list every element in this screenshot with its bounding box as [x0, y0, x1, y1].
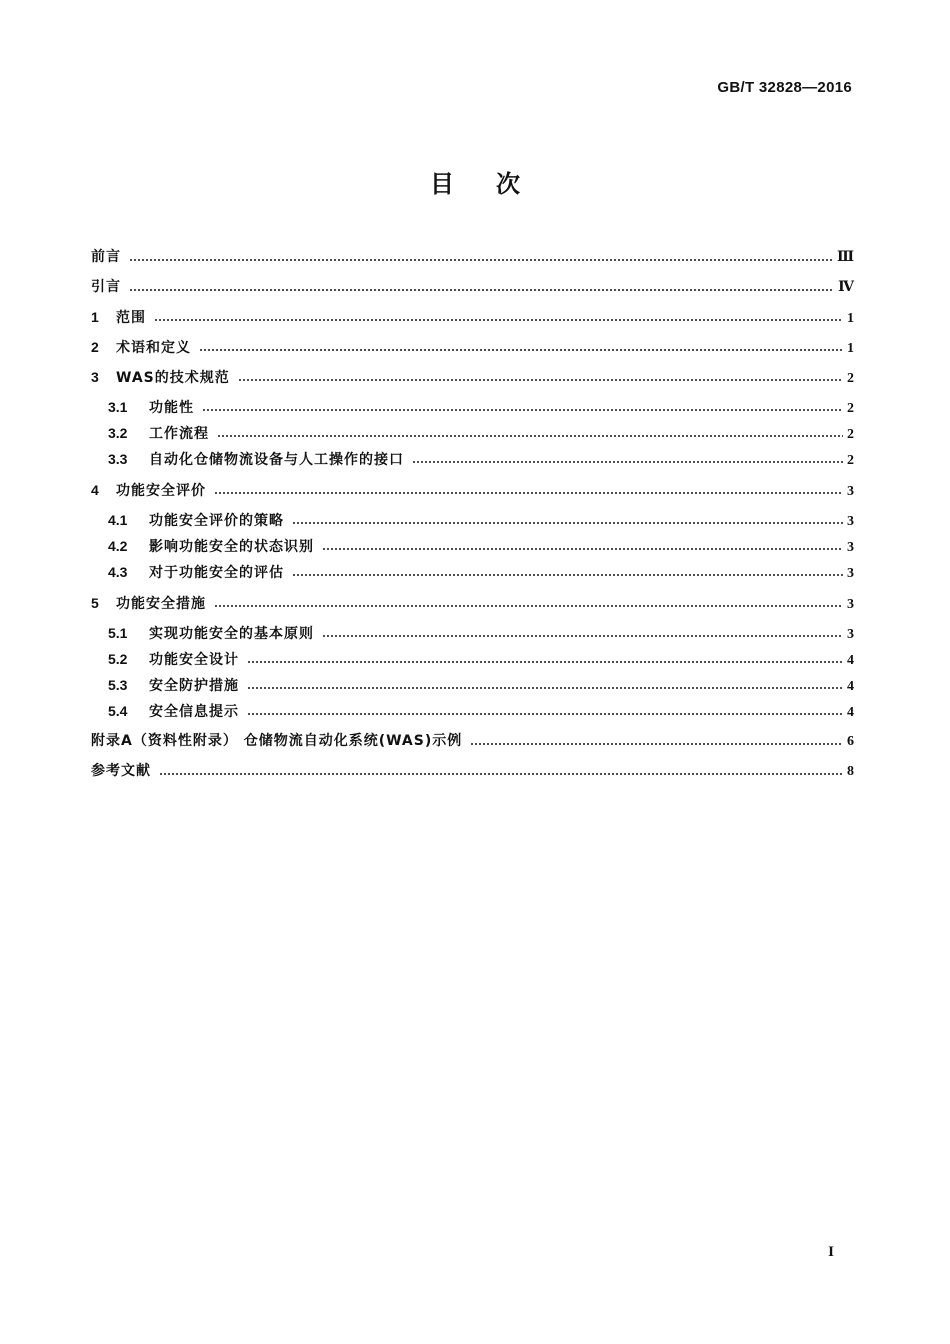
- toc-entry-page: 3: [847, 597, 854, 612]
- toc-entry-page: 3: [847, 566, 854, 581]
- toc-entry-label: 功能安全措施: [116, 596, 206, 612]
- toc-entry-label: 对于功能安全的评估: [149, 565, 284, 581]
- toc-entry-label: 前言: [91, 249, 121, 265]
- toc-entry-4-2[interactable]: [108, 535, 854, 557]
- toc-entry-label: 功能安全评价: [116, 483, 206, 499]
- toc-entry-page: 4: [847, 705, 854, 720]
- toc-entry-number: 5.3: [108, 677, 128, 693]
- toc-entry-4-3[interactable]: [108, 561, 854, 583]
- toc-entry-label: 影响功能安全的状态识别: [149, 539, 314, 555]
- toc-entry-1[interactable]: [91, 306, 854, 328]
- toc-entry-page: 4: [847, 679, 854, 694]
- toc-entry-3-1[interactable]: [108, 396, 854, 418]
- toc-entry-2[interactable]: [91, 336, 854, 358]
- toc-entry-5-3[interactable]: [108, 674, 854, 696]
- toc-entry-foreword[interactable]: [91, 246, 854, 268]
- toc-entry-4[interactable]: [91, 479, 854, 501]
- toc-entry-page: Ⅳ: [838, 280, 854, 295]
- toc-entry-5-1[interactable]: [108, 622, 854, 644]
- toc-entry-5-2[interactable]: [108, 648, 854, 670]
- toc-entry-number: 3.3: [108, 451, 128, 467]
- toc-leader-dots: [322, 635, 843, 637]
- toc-entry-label: 自动化仓储物流设备与人工操作的接口: [149, 452, 404, 468]
- toc-entry-page: 2: [847, 371, 854, 386]
- toc-leader-dots: [214, 605, 843, 607]
- toc-entry-number: 3: [91, 369, 99, 385]
- toc-entry-label: 工作流程: [149, 426, 209, 442]
- toc-entry-label: 附录A（资料性附录） 仓储物流自动化系统(WAS)示例: [91, 733, 463, 749]
- toc-leader-dots: [202, 409, 843, 411]
- toc-entry-label: 安全信息提示: [149, 704, 239, 720]
- toc-entry-number: 3.2: [108, 425, 128, 441]
- toc-entry-page: 8: [847, 764, 854, 779]
- toc-entry-3-3[interactable]: [108, 448, 854, 470]
- toc-entry-label: WAS的技术规范: [116, 370, 230, 386]
- toc-entry-number: 3.1: [108, 399, 128, 415]
- toc-entry-appendix-a[interactable]: [91, 730, 854, 752]
- toc-entry-label: 功能安全设计: [149, 652, 239, 668]
- standard-code: GB/T 32828—2016: [717, 79, 852, 96]
- toc-entry-page: 6: [847, 734, 854, 749]
- toc-entry-number: 1: [91, 309, 99, 325]
- toc-leader-dots: [154, 319, 843, 321]
- toc-leader-dots: [217, 435, 843, 437]
- toc-entry-label: 范围: [116, 310, 146, 326]
- toc-leader-dots: [247, 661, 843, 663]
- toc-entry-label: 参考文献: [91, 763, 151, 779]
- toc-entry-page: 3: [847, 627, 854, 642]
- toc-leader-dots: [214, 492, 843, 494]
- toc-entry-label: 功能安全评价的策略: [149, 513, 284, 529]
- toc-leader-dots: [129, 259, 833, 261]
- toc-entry-number: 5: [91, 595, 99, 611]
- toc-leader-dots: [292, 574, 843, 576]
- toc-entry-label: 术语和定义: [116, 340, 191, 356]
- toc-entry-number: 4.2: [108, 538, 128, 554]
- toc-entry-label: 安全防护措施: [149, 678, 239, 694]
- toc-leader-dots: [247, 713, 843, 715]
- toc-entry-4-1[interactable]: [108, 509, 854, 531]
- toc-leader-dots: [129, 289, 834, 291]
- toc-title-char-1: 目: [430, 170, 454, 198]
- toc-entry-label: 引言: [91, 279, 121, 295]
- toc-title: [0, 164, 950, 199]
- toc-entry-3-2[interactable]: [108, 422, 854, 444]
- toc-entry-page: 3: [847, 540, 854, 555]
- toc-entry-number: 4.3: [108, 564, 128, 580]
- toc-entry-introduction[interactable]: [91, 276, 854, 298]
- toc-entry-number: 5.1: [108, 625, 128, 641]
- toc-entry-5-4[interactable]: [108, 700, 854, 722]
- toc-entry-page: 3: [847, 484, 854, 499]
- toc-entry-page: Ⅲ: [836, 250, 854, 265]
- toc-entry-bibliography[interactable]: [91, 760, 854, 782]
- toc-leader-dots: [247, 687, 843, 689]
- toc-entry-page: 1: [847, 311, 854, 326]
- toc-entry-number: 5.4: [108, 703, 128, 719]
- toc-leader-dots: [199, 349, 843, 351]
- toc-entry-page: 3: [847, 514, 854, 529]
- toc-leader-dots: [412, 461, 843, 463]
- toc-entry-page: 1: [847, 341, 854, 356]
- toc-entry-number: 2: [91, 339, 99, 355]
- toc-entry-5[interactable]: [91, 592, 854, 614]
- toc-leader-dots: [470, 743, 843, 745]
- toc-entry-number: 5.2: [108, 651, 128, 667]
- toc-entry-number: 4.1: [108, 512, 128, 528]
- toc-title-char-2: 次: [496, 170, 520, 198]
- toc-entry-page: 2: [847, 453, 854, 468]
- toc-entry-page: 2: [847, 401, 854, 416]
- toc-entry-number: 4: [91, 482, 99, 498]
- toc-entry-page: 4: [847, 653, 854, 668]
- toc-entry-3[interactable]: [91, 366, 854, 388]
- toc-leader-dots: [292, 522, 843, 524]
- page-number: I: [828, 1244, 834, 1260]
- toc-leader-dots: [159, 773, 843, 775]
- toc-entry-page: 2: [847, 427, 854, 442]
- toc-leader-dots: [238, 379, 843, 381]
- toc-entry-label: 实现功能安全的基本原则: [149, 626, 314, 642]
- toc-leader-dots: [322, 548, 843, 550]
- toc-entry-label: 功能性: [149, 400, 194, 416]
